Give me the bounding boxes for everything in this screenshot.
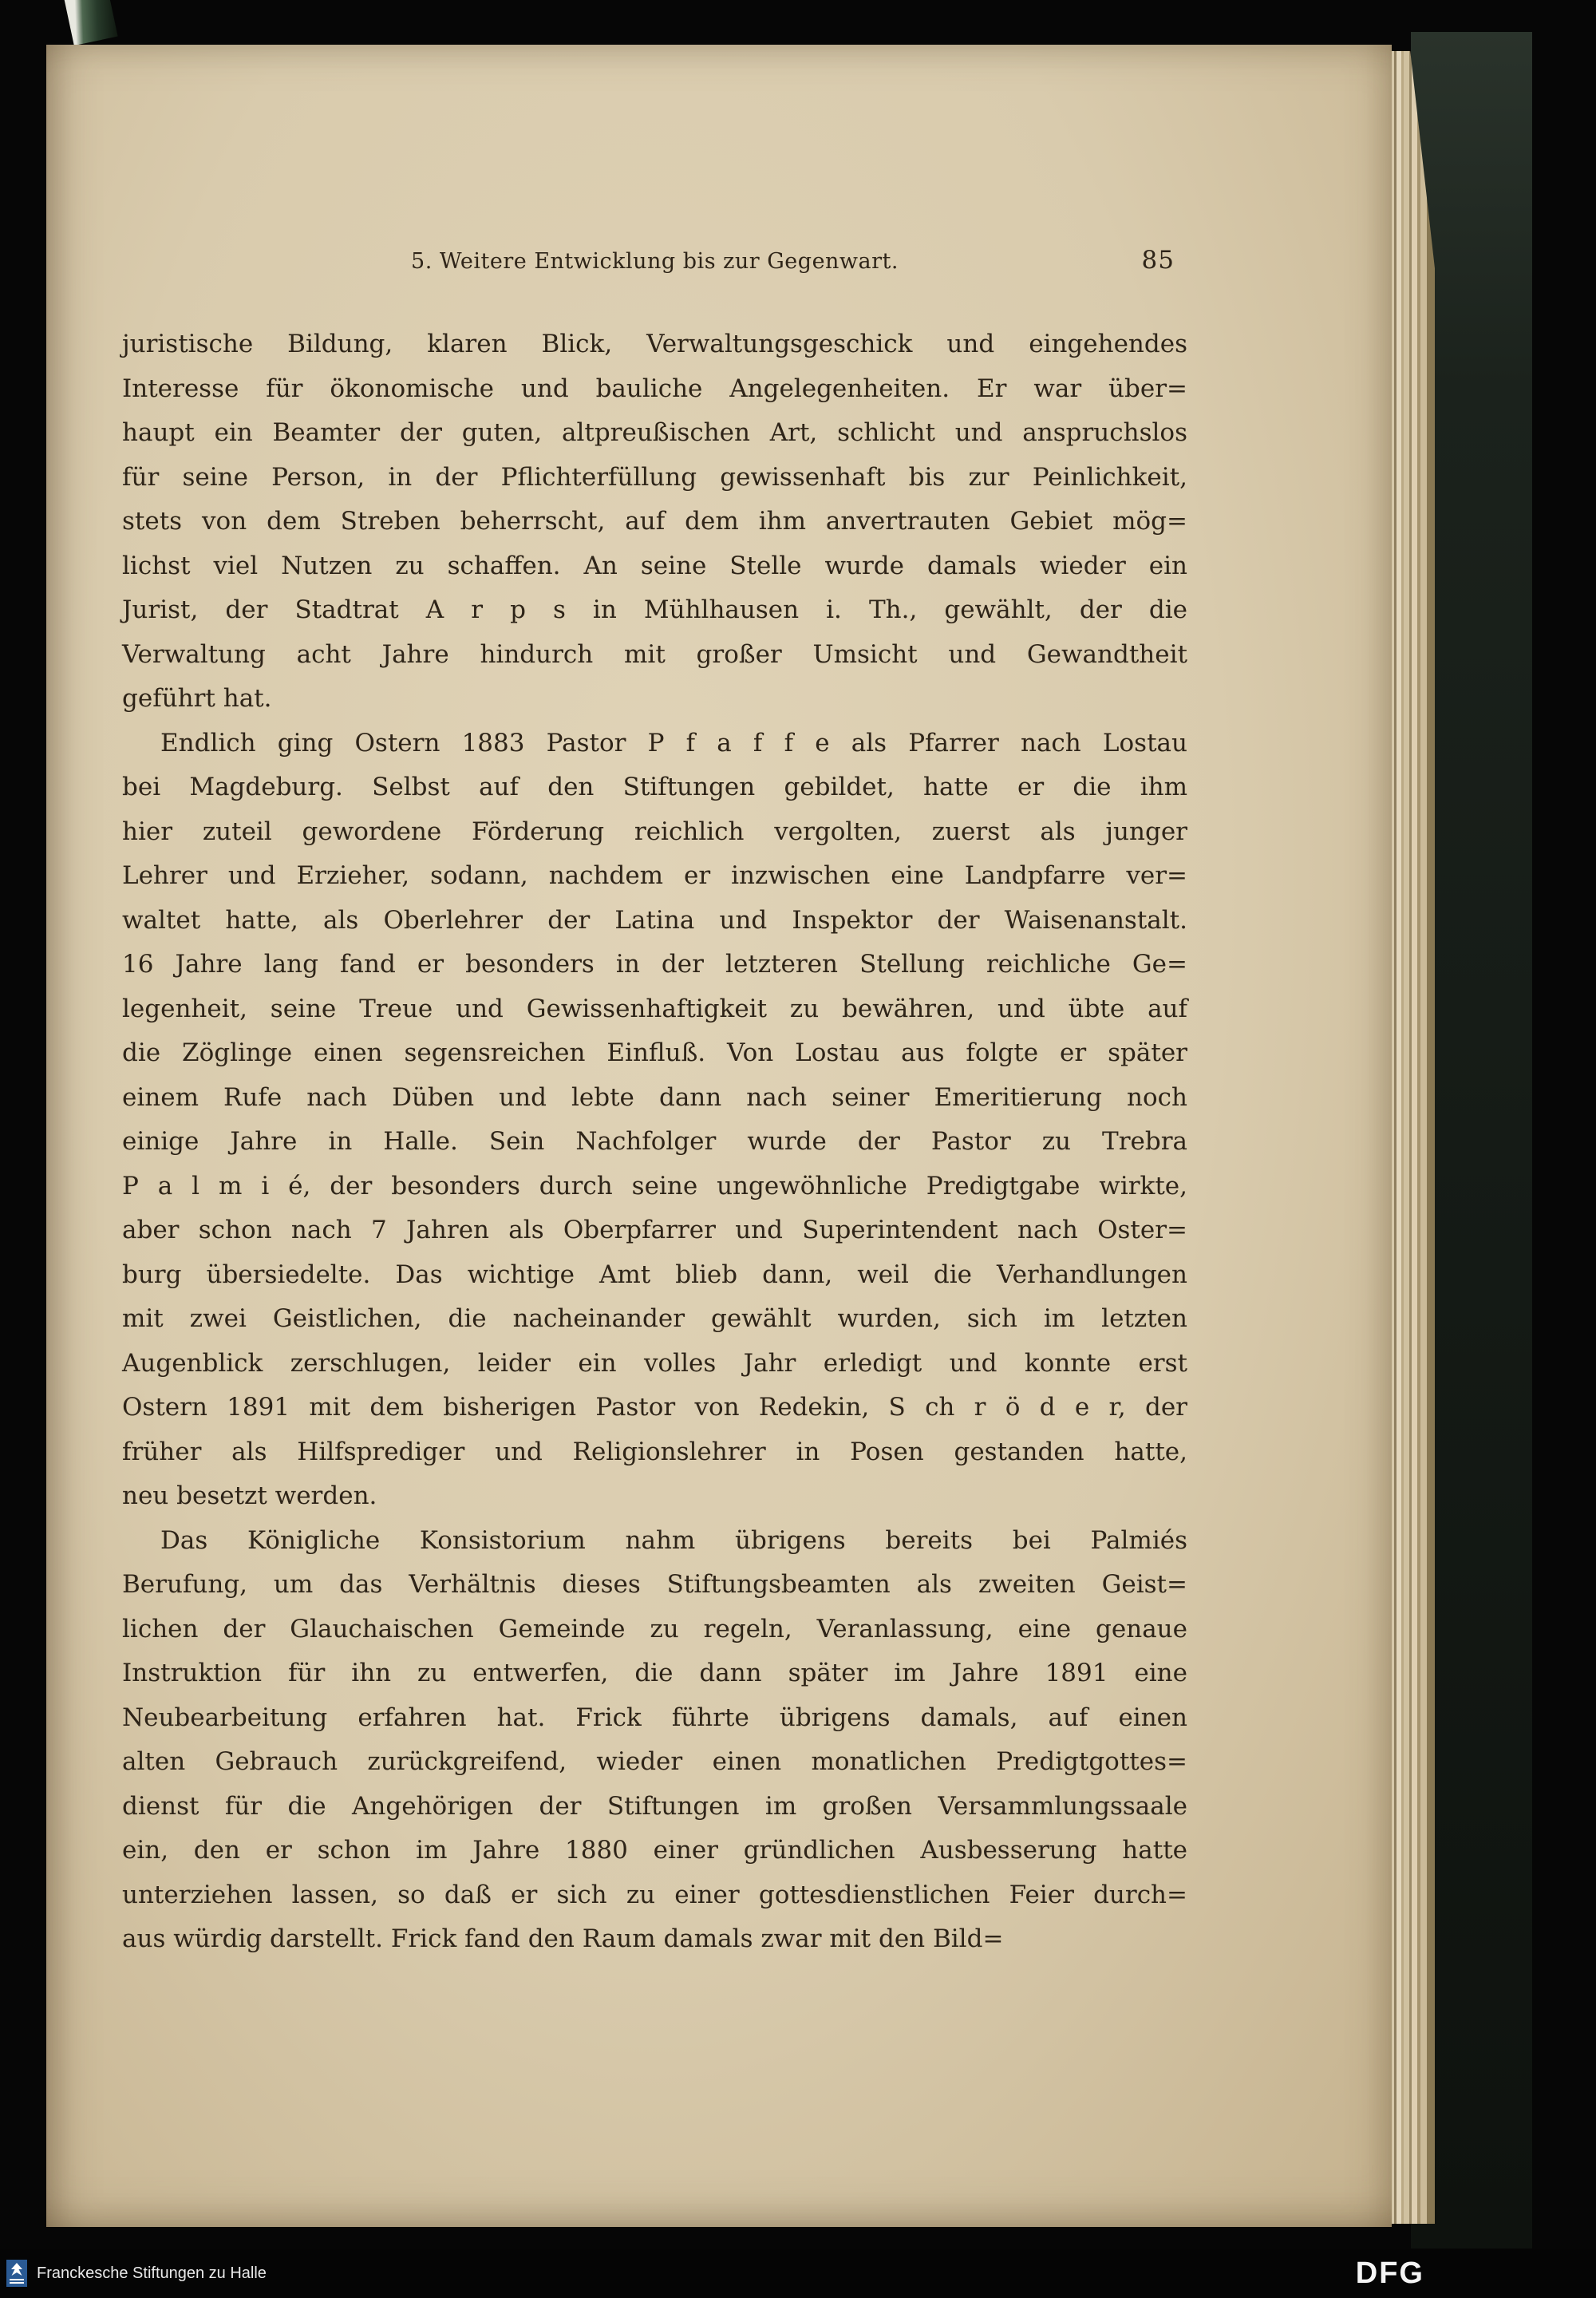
text-line: ein, den er schon im Jahre 1880 einer gründlichen Ausbesserung hatte: [122, 1836, 1187, 1865]
text-line: lichst viel Nutzen zu schaffen. An seine Stelle wurde damals wieder ein: [122, 551, 1187, 580]
text-line: dienst für die Angehörigen der Stiftungen im großen Versammlungssaale: [122, 1791, 1187, 1821]
text-line: einem Rufe nach Düben und lebte dann nach seiner Emeritierung noch: [122, 1082, 1187, 1112]
text-line: haupt ein Beamter der guten, altpreußischen Art, schlicht und anspruchslos: [122, 418, 1187, 447]
text-block: [122, 322, 1187, 1962]
text-line: Neubearbeitung erfahren hat. Frick führte übrigens damals, auf einen: [122, 1703, 1187, 1732]
text-line: lichen der Glauchaischen Gemeinde zu regeln, Veranlassung, eine genaue: [122, 1614, 1187, 1643]
text-line: hier zuteil gewordene Förderung reichlich vergolten, zuerst als junger: [122, 817, 1187, 846]
text-line: für seine Person, in der Pflichterfüllung gewissenhaft bis zur Peinlichkeit,: [122, 462, 1187, 492]
page-stack-edges: [1390, 51, 1435, 2224]
adjacent-book-edge: [64, 0, 117, 45]
text-line: 16 Jahre lang fand er besonders in der letzteren Stellung reichliche Ge=: [122, 950, 1187, 979]
text-line: alten Gebrauch zurückgreifend, wieder einen monatlichen Predigtgottes=: [122, 1747, 1187, 1776]
text-line: juristische Bildung, klaren Blick, Verwaltungsgeschick und eingehendes: [122, 330, 1187, 358]
library-name: Franckesche Stiftungen zu Halle: [37, 2264, 267, 2282]
text-line: aus würdig darstellt. Frick fand den Raum damals zwar mit den Bild=: [122, 1924, 1004, 1953]
text-line: aber schon nach 7 Jahren als Oberpfarrer und Superintendent nach Oster=: [122, 1216, 1187, 1244]
page-scan: [46, 45, 1392, 2227]
text-line: einige Jahre in Halle. Sein Nachfolger wurde der Pastor zu Trebra: [122, 1127, 1187, 1156]
text-line: bei Magdeburg. Selbst auf den Stiftungen gebildet, hatte er die ihm: [122, 773, 1187, 801]
text-line: legenheit, seine Treue und Gewissenhaftigkeit zu bewähren, und übte auf: [122, 994, 1187, 1023]
footer-bar: [0, 2249, 1596, 2298]
text-line: neu besetzt werden.: [122, 1481, 377, 1510]
dfg-logo: DFG: [1355, 2256, 1424, 2290]
text-line: burg übersiedelte. Das wichtige Amt blieb dann, weil die Verhandlungen: [122, 1260, 1187, 1289]
chapter-title: 5. Weitere Entwicklung bis zur Gegenwart.: [411, 249, 899, 274]
text-line: die Zöglinge einen segensreichen Einfluß. Von Lostau aus folgte er später: [122, 1038, 1187, 1067]
text-line: Lehrer und Erzieher, sodann, nachdem er inzwischen eine Landpfarre ver=: [122, 861, 1187, 890]
text-line: mit zwei Geistlichen, die nacheinander gewählt wurden, sich im letzten: [122, 1304, 1187, 1333]
franckesche-stiftungen-logo-icon: [6, 2260, 27, 2287]
text-line: P a l m i é, der besonders durch seine ungewöhnliche Predigtgabe wirkte,: [122, 1171, 1187, 1200]
text-line: Ostern 1891 mit dem bisherigen Pastor von Redekin, S ch r ö d e r, der: [122, 1393, 1187, 1422]
running-header: [122, 246, 1187, 275]
text-line: waltet hatte, als Oberlehrer der Latina und Inspektor der Waisenanstalt.: [122, 905, 1187, 935]
text-line: Verwaltung acht Jahre hindurch mit großer Umsicht und Gewandtheit: [122, 639, 1187, 669]
text-line: Interesse für ökonomische und bauliche Angelegenheiten. Er war über=: [122, 374, 1187, 403]
text-line: Jurist, der Stadtrat A r p s in Mühlhausen i. Th., gewählt, der die: [122, 595, 1187, 624]
text-line: Endlich ging Ostern 1883 Pastor P f a f f e als Pfarrer nach Lostau: [160, 728, 1187, 757]
text-line: Berufung, um das Verhältnis dieses Stiftungsbeamten als zweiten Geist=: [122, 1570, 1187, 1599]
page-number: 85: [1141, 246, 1175, 275]
text-line: Augenblick zerschlugen, leider ein volles Jahr erledigt und konnte erst: [122, 1348, 1187, 1378]
text-line: früher als Hilfsprediger und Religionslehrer in Posen gestanden hatte,: [122, 1437, 1187, 1466]
library-brand: [6, 2260, 267, 2287]
text-line: unterziehen lassen, so daß er sich zu einer gottesdienstlichen Feier durch=: [122, 1880, 1187, 1909]
text-line: stets von dem Streben beherrscht, auf dem ihm anvertrauten Gebiet mög=: [122, 507, 1187, 536]
text-line: Instruktion für ihn zu entwerfen, die dann später im Jahre 1891 eine: [122, 1659, 1187, 1687]
text-line: Das Königliche Konsistorium nahm übrigens bereits bei Palmiés: [160, 1525, 1187, 1555]
text-line: geführt hat.: [122, 684, 272, 713]
